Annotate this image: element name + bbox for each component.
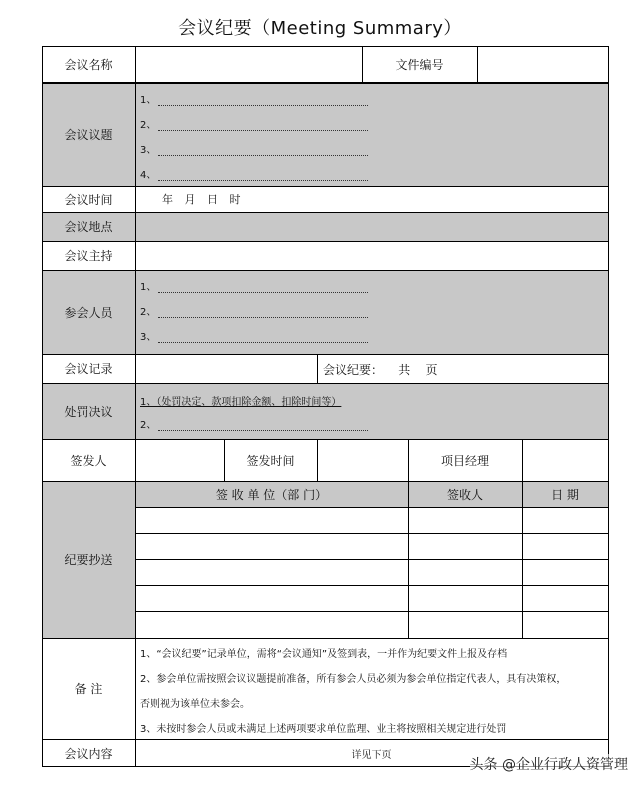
project-manager-field[interactable] bbox=[523, 440, 608, 481]
issue-time-field[interactable] bbox=[318, 440, 408, 481]
time-label: 会议时间 bbox=[64, 192, 113, 207]
topic-item-4[interactable]: 4、 bbox=[140, 166, 368, 181]
topic-item-3[interactable]: 3、 bbox=[140, 141, 368, 156]
time-value[interactable]: 年 月 日 时 bbox=[162, 193, 245, 206]
host-label: 会议主持 bbox=[64, 249, 113, 263]
cc-label: 纪要抄送 bbox=[64, 553, 113, 567]
cc-col-unit: 签 收 单 位（部 门） bbox=[215, 487, 328, 502]
project-manager-label: 项目经理 bbox=[440, 453, 489, 468]
issue-time-label: 签发时间 bbox=[246, 453, 295, 468]
issuer-label: 签发人 bbox=[70, 453, 107, 468]
issuer-field[interactable] bbox=[136, 440, 224, 481]
cc-col-date: 日 期 bbox=[551, 487, 579, 502]
col-divider bbox=[135, 46, 136, 767]
row-divider bbox=[135, 585, 609, 586]
file-number-field[interactable] bbox=[478, 48, 607, 81]
row-divider bbox=[135, 507, 609, 508]
topic-label: 会议议题 bbox=[64, 127, 113, 142]
decision-item-1[interactable]: 1、（处罚决定、款项扣除金额、扣除时间等） bbox=[140, 397, 342, 408]
attendees-label: 参会人员 bbox=[64, 305, 113, 320]
attendee-item-3[interactable]: 3、 bbox=[140, 328, 368, 343]
meeting-name-label: 会议名称 bbox=[64, 57, 113, 72]
row-divider bbox=[135, 533, 609, 534]
remark-3: 3、未按时参会人员或未满足上述两项要求单位监理、业主将按照相关规定进行处罚 bbox=[140, 724, 507, 735]
cc-col-receiver: 签收人 bbox=[446, 487, 483, 502]
attendee-item-1[interactable]: 1、 bbox=[140, 278, 368, 293]
file-number-label: 文件编号 bbox=[395, 57, 444, 72]
record-label: 会议记录 bbox=[64, 362, 113, 376]
topic-item-1[interactable]: 1、 bbox=[140, 91, 368, 106]
row-divider bbox=[135, 559, 609, 560]
meeting-name-field[interactable] bbox=[136, 48, 361, 81]
page-title: 会议纪要（Meeting Summary） bbox=[178, 18, 462, 39]
content-value: 详见下页 bbox=[351, 749, 392, 761]
place-label: 会议地点 bbox=[64, 220, 113, 234]
remarks-label: 备 注 bbox=[74, 682, 103, 696]
topic-item-2[interactable]: 2、 bbox=[140, 116, 368, 131]
decision-item-2[interactable]: 2、 bbox=[140, 416, 368, 431]
remark-1: 1、“会议纪要”记录单位，需将“会议通知”及签到表，一并作为纪要文件上报及存档 bbox=[140, 649, 508, 660]
col-divider bbox=[317, 354, 318, 383]
remark-2a: 2、参会单位需按照会议议题提前准备，所有参会人员必须为参会单位指定代表人，具有决策权， bbox=[140, 674, 567, 685]
decision-label: 处罚决议 bbox=[64, 404, 113, 419]
content-label: 会议内容 bbox=[64, 746, 113, 761]
attendee-item-2[interactable]: 2、 bbox=[140, 303, 368, 318]
summary-pages: 会议纪要： 共 页 bbox=[323, 363, 438, 377]
remark-2b: 否则视为该单位未参会。 bbox=[140, 699, 250, 710]
watermark: 头条 @企业行政人资管理 bbox=[470, 754, 628, 774]
row-divider bbox=[135, 611, 609, 612]
